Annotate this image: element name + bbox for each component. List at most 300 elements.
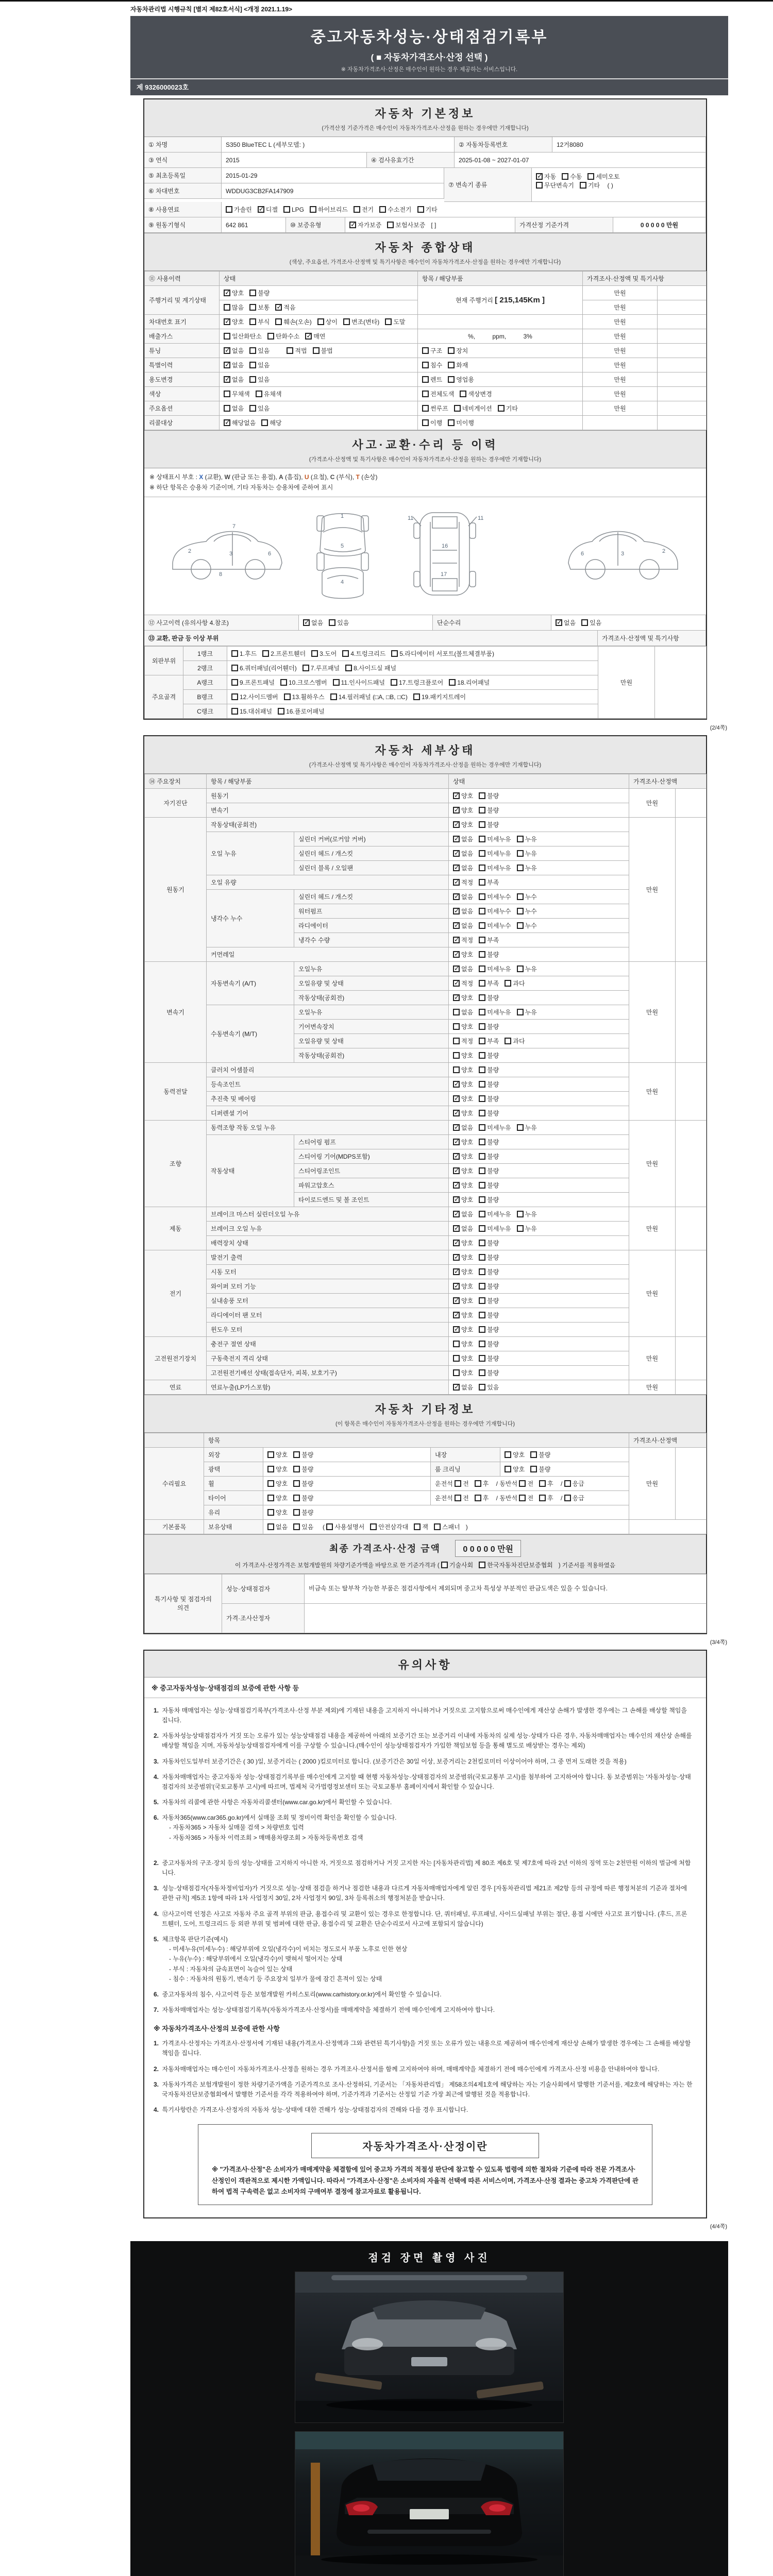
checkbox-item [460, 389, 492, 398]
checkbox[interactable] [224, 419, 230, 426]
checkbox[interactable] [453, 1153, 460, 1160]
checkbox[interactable] [448, 362, 455, 368]
checkbox[interactable] [453, 1355, 460, 1362]
checkbox-item [311, 649, 337, 658]
checkbox-item [505, 1450, 525, 1459]
checkbox[interactable] [453, 1254, 460, 1261]
checkbox[interactable] [580, 182, 586, 189]
checkbox-item [385, 317, 405, 326]
checkbox[interactable] [453, 1225, 460, 1232]
checkbox[interactable] [453, 1240, 460, 1246]
checkbox[interactable] [249, 362, 256, 368]
checkbox[interactable] [293, 1466, 300, 1472]
checkbox-label: 누유 [525, 1225, 537, 1232]
table-row: 실린더 헤드 / 개스킷 ✓ 없음 미세누유 누유 [145, 846, 707, 860]
checkbox[interactable] [479, 1283, 485, 1290]
checkbox-item [293, 1522, 313, 1531]
checkbox[interactable] [479, 1009, 485, 1015]
checkbox[interactable] [449, 679, 456, 686]
checkbox[interactable] [345, 665, 352, 671]
checkbox[interactable] [231, 650, 238, 657]
checkbox[interactable] [224, 376, 230, 383]
checkbox[interactable] [275, 318, 282, 325]
checkbox[interactable] [453, 994, 460, 1001]
checkbox[interactable] [293, 1451, 300, 1458]
checkbox-label: 4.트렁크리드 [350, 650, 386, 657]
checkbox[interactable] [249, 347, 256, 354]
checkbox-label: 수소전기 [388, 206, 412, 213]
checkbox[interactable] [479, 1167, 485, 1174]
checkbox-item [479, 964, 511, 973]
checkbox[interactable] [479, 893, 485, 900]
checkbox[interactable] [453, 1283, 460, 1290]
checkbox-item [303, 618, 323, 627]
checkbox[interactable] [564, 1480, 571, 1487]
checkbox[interactable] [479, 821, 485, 828]
checkbox[interactable] [453, 821, 460, 828]
checkbox-label: 2.프론트휀더 [271, 650, 306, 657]
checkbox-item [479, 1138, 499, 1146]
checkbox[interactable] [267, 1495, 274, 1501]
checkbox[interactable] [539, 1495, 546, 1501]
checkbox[interactable] [453, 836, 460, 842]
checkbox[interactable] [354, 206, 360, 213]
checkbox[interactable] [448, 347, 455, 354]
checkbox[interactable] [455, 1480, 461, 1487]
checkbox[interactable] [479, 836, 485, 842]
checkbox[interactable] [224, 405, 230, 412]
checkbox[interactable] [453, 1341, 460, 1347]
checkbox[interactable] [517, 850, 524, 857]
checkbox[interactable] [556, 619, 562, 626]
checkbox[interactable] [342, 650, 349, 657]
checkbox[interactable] [479, 1297, 485, 1304]
table-row: 광택 양호 불량 룸 크리닝 양호 불량 [145, 1462, 707, 1476]
checkbox[interactable] [530, 1451, 537, 1458]
checkbox[interactable] [293, 1480, 300, 1487]
checkbox[interactable] [249, 318, 256, 325]
table-row: 냉각수 누수 실린더 헤드 / 개스킷 ✓ 없음 미세누수 누수 [145, 889, 707, 904]
document-page [130, 2, 728, 2576]
checkbox[interactable] [479, 1038, 485, 1044]
checkbox-label: 많음 [232, 304, 244, 311]
checkbox[interactable] [249, 376, 256, 383]
checkbox[interactable] [422, 419, 429, 426]
checkbox[interactable] [267, 1466, 274, 1472]
checkbox[interactable] [453, 1081, 460, 1088]
checkbox[interactable] [479, 1341, 485, 1347]
svg-text:16: 16 [442, 543, 448, 549]
checkbox[interactable] [275, 304, 282, 311]
checkbox[interactable] [519, 1480, 526, 1487]
notice-warranty-item: 2. 자동차성능상태점검자가 거짓 또는 오류가 있는 성능상태점검 내용을 제공하여 아래의 보증기간 또는 보증거리 이내에 자동차의 실제 성능·상태가 다른 경우, 자동차매매업자는 매수인의 재산상 손해를 배상할 책임을 지며, 자동차성능상태점검자에게 이를 구상할 수 있습니다.(매수인이 성능상태점검자가 가입한 책임보험 등을 통해 별도로 배상받는 경우는 제외) [154, 1732, 692, 1750]
checkbox[interactable] [267, 1523, 274, 1530]
overall-header [144, 233, 706, 271]
checkbox[interactable] [326, 1523, 333, 1530]
etc-info-table [144, 1433, 706, 1534]
checkbox[interactable] [505, 1451, 511, 1458]
checkbox-item [479, 1166, 499, 1175]
table-row: 스티어링조인트 ✓ 양호 불량 [145, 1163, 707, 1178]
checkbox[interactable] [267, 333, 274, 340]
checkbox[interactable] [453, 1268, 460, 1275]
checkbox[interactable] [267, 1480, 274, 1487]
checkbox[interactable] [479, 1240, 485, 1246]
checkbox[interactable] [453, 1139, 460, 1145]
checkbox[interactable] [479, 1052, 485, 1059]
checkbox[interactable] [310, 206, 316, 213]
checkbox[interactable] [262, 650, 269, 657]
checkbox[interactable] [453, 1038, 460, 1044]
checkbox[interactable] [258, 206, 264, 213]
checkbox[interactable] [479, 1182, 485, 1189]
checkbox[interactable] [414, 1523, 421, 1530]
checkbox[interactable] [441, 1562, 448, 1568]
state-code-notes [144, 468, 706, 497]
checkbox-item [453, 835, 473, 843]
checkbox[interactable] [330, 693, 337, 700]
checkbox[interactable] [422, 405, 429, 412]
table-row: 타이어 양호 불량 운전석 전 후 / 동반석 전 후 / 응급 [145, 1490, 707, 1505]
checkbox-label: 양호 [461, 1167, 474, 1175]
basic-info-table: ① 차명 S350 BlueTEC L (세부모델: ) ② 자동차등록번호 12거8080 ③ 연식 2015 ④ 검사유효기간 2025-01-08 ~ 2027-01-07 ⑤ 최초등록일 2015-01-29 ⑥ 차대번호 WDDUG3CB2FA147909 ⑦ 변속기 종류 ✓자동 수동 세미오토 무단변속기 기타 ( ) ⑧ 사용연료 가솔린 ✓ 디젤 LPG 하이브리드 전기 수소전기 기타 ⑨ 원동기형식 642 861 ⑩ 보증유형 ✓ 자가보증 보험사보증 [ ] 가격산정 기준가격 0 0 0 0 0 만원 [144, 137, 706, 233]
checkbox[interactable] [385, 318, 392, 325]
checkbox[interactable] [379, 206, 386, 213]
checkbox-item [479, 1296, 499, 1305]
checkbox-label: 매연 [313, 333, 326, 340]
svg-text:5: 5 [341, 543, 344, 549]
checkbox[interactable] [448, 419, 455, 426]
checkbox[interactable] [329, 619, 335, 626]
checkbox[interactable] [581, 619, 588, 626]
checkbox[interactable] [455, 1495, 461, 1501]
checkbox[interactable] [454, 405, 461, 412]
checkbox-label: 누유 [525, 1210, 537, 1218]
checkbox[interactable] [479, 1268, 485, 1275]
checkbox-item [517, 835, 537, 843]
checkbox[interactable] [479, 1095, 485, 1102]
checkbox[interactable] [517, 1225, 524, 1232]
checkbox[interactable] [536, 173, 543, 180]
checkbox[interactable] [453, 980, 460, 987]
checkbox[interactable] [479, 908, 485, 914]
checkbox[interactable] [453, 1326, 460, 1333]
state-code: C [330, 473, 335, 481]
final-price-label: 최종 가격조사·산정 금액 [329, 1543, 441, 1554]
checkbox[interactable] [479, 1326, 485, 1333]
checkbox[interactable] [284, 693, 291, 700]
checkbox[interactable] [453, 792, 460, 799]
checkbox[interactable] [453, 1095, 460, 1102]
checkbox[interactable] [479, 965, 485, 972]
checkbox[interactable] [479, 865, 485, 871]
checkbox[interactable] [224, 333, 230, 340]
checkbox[interactable] [249, 290, 256, 296]
checkbox[interactable] [479, 922, 485, 929]
checkbox[interactable] [479, 879, 485, 886]
checkbox[interactable] [453, 807, 460, 814]
checkbox-label: 자동 [544, 173, 557, 180]
checkbox-label: 없음 [461, 893, 474, 901]
checkbox[interactable] [453, 908, 460, 914]
checkbox[interactable] [453, 922, 460, 929]
checkbox[interactable] [453, 1009, 460, 1015]
checkbox[interactable] [517, 865, 524, 871]
checkbox-item [479, 1239, 499, 1247]
checkbox[interactable] [479, 980, 485, 987]
checkbox[interactable] [267, 1451, 274, 1458]
checkbox[interactable] [349, 222, 356, 228]
table-row: 라디에이터 팬 모터 ✓ 양호 불량 [145, 1308, 707, 1322]
table-row: 오일유량 및 상태 ✓ 적정 부족 과다 [145, 976, 707, 990]
checkbox-label: 후 [482, 1494, 489, 1502]
checkbox-label: 불량 [539, 1451, 551, 1459]
checkbox-item [453, 1166, 473, 1175]
checkbox[interactable] [249, 304, 256, 311]
checkbox[interactable] [453, 1182, 460, 1189]
checkbox[interactable] [267, 1509, 274, 1516]
checkbox[interactable] [475, 1480, 481, 1487]
checkbox[interactable] [564, 1495, 571, 1501]
checkbox[interactable] [434, 1523, 441, 1530]
checkbox[interactable] [224, 290, 230, 296]
checkbox[interactable] [249, 405, 256, 412]
checkbox[interactable] [517, 965, 524, 972]
table-row: 많음 보통 ✓ 적음 만원 [145, 300, 707, 315]
checkbox[interactable] [539, 1480, 546, 1487]
checkbox[interactable] [311, 650, 318, 657]
checkbox-label: 잭 [422, 1523, 428, 1531]
checkbox-item [387, 221, 425, 229]
checkbox-label: 누유 [525, 835, 537, 843]
checkbox[interactable] [422, 362, 429, 368]
checkbox[interactable] [505, 1466, 511, 1472]
checkbox[interactable] [517, 1211, 524, 1217]
checkbox-label: 양호 [461, 1023, 474, 1030]
checkbox-item [267, 1508, 288, 1517]
checkbox[interactable] [453, 965, 460, 972]
checkbox[interactable] [536, 182, 543, 189]
checkbox[interactable] [453, 1297, 460, 1304]
checkbox-label: 미세누수 [487, 893, 511, 901]
checkbox[interactable] [479, 850, 485, 857]
checkbox[interactable] [413, 693, 420, 700]
checkbox[interactable] [453, 1369, 460, 1376]
checkbox[interactable] [303, 619, 310, 626]
checkbox[interactable] [224, 318, 230, 325]
checkbox[interactable] [231, 679, 238, 686]
checkbox[interactable] [293, 1509, 300, 1516]
checkbox[interactable] [453, 1066, 460, 1073]
checkbox[interactable] [278, 708, 284, 715]
checkbox[interactable] [224, 304, 230, 311]
checkbox-label: 불량 [487, 1253, 499, 1261]
checkbox[interactable] [287, 347, 293, 354]
checkbox[interactable] [293, 1523, 300, 1530]
checkbox[interactable] [479, 951, 485, 958]
checkbox[interactable] [479, 994, 485, 1001]
checkbox-label: 후 [547, 1494, 553, 1502]
checkbox[interactable] [448, 376, 455, 383]
checkbox[interactable] [387, 222, 394, 228]
checkbox[interactable] [261, 419, 268, 426]
checkbox-item [453, 1325, 473, 1334]
checkbox[interactable] [479, 1124, 485, 1131]
checkbox[interactable] [231, 708, 238, 715]
checkbox-label: 구조 [430, 347, 443, 354]
checkbox[interactable] [460, 391, 466, 397]
checkbox[interactable] [422, 391, 429, 397]
checkbox-label: 전 [527, 1480, 534, 1487]
checkbox[interactable] [479, 1254, 485, 1261]
state-code: T [356, 473, 360, 481]
checkbox[interactable] [517, 836, 524, 842]
checkbox[interactable] [224, 391, 230, 397]
checkbox-item [517, 921, 537, 930]
checkbox-label: 양호 [461, 1268, 474, 1276]
checkbox-label: 미세누유 [487, 1225, 511, 1232]
checkbox[interactable] [453, 893, 460, 900]
checkbox-item [258, 205, 278, 214]
checkbox[interactable] [293, 1495, 300, 1501]
checkbox[interactable] [224, 362, 230, 368]
checkbox[interactable] [517, 922, 524, 929]
table-row: 가격·조사산정자 [145, 1603, 707, 1633]
table-row: 실내송풍 모터 ✓ 양호 불량 [145, 1293, 707, 1308]
checkbox[interactable] [453, 951, 460, 958]
checkbox[interactable] [303, 665, 309, 671]
checkbox[interactable] [479, 937, 485, 943]
checkbox[interactable] [479, 1153, 485, 1160]
checkbox[interactable] [517, 1009, 524, 1015]
checkbox[interactable] [453, 1124, 460, 1131]
checkbox-item [224, 332, 262, 341]
checkbox[interactable] [453, 1196, 460, 1203]
checkbox[interactable] [479, 1081, 485, 1088]
checkbox-label: 디젤 [265, 206, 278, 213]
checkbox-item [249, 317, 270, 326]
checkbox[interactable] [479, 1225, 485, 1232]
checkbox[interactable] [479, 1066, 485, 1073]
checkbox[interactable] [453, 1052, 460, 1059]
checkbox-item [422, 404, 448, 413]
checkbox[interactable] [453, 1110, 460, 1116]
checkbox[interactable] [256, 391, 262, 397]
checkbox[interactable] [479, 1355, 485, 1362]
checkbox[interactable] [517, 908, 524, 914]
checkbox[interactable] [587, 173, 594, 180]
checkbox[interactable] [453, 1023, 460, 1030]
detail-title: 자동차 세부상태 [375, 743, 476, 757]
checkbox[interactable] [479, 1369, 485, 1376]
checkbox[interactable] [453, 1211, 460, 1217]
table-row: 오일 누유 실린더 커버(로커암 커버) ✓ 없음 미세누유 누유 [145, 832, 707, 846]
checkbox[interactable] [517, 1124, 524, 1131]
checkbox-label: 훼손(오손) [283, 318, 312, 326]
checkbox[interactable] [343, 318, 350, 325]
checkbox-label: 미세누유 [487, 835, 511, 843]
checkbox[interactable] [226, 206, 232, 213]
checkbox[interactable] [317, 318, 324, 325]
checkbox[interactable] [283, 206, 290, 213]
checkbox-item [479, 1340, 499, 1348]
checkbox[interactable] [453, 1167, 460, 1174]
checkbox[interactable] [519, 1495, 526, 1501]
checkbox-label: 있음 [337, 619, 349, 626]
checkbox[interactable] [280, 679, 287, 686]
checkbox[interactable] [453, 850, 460, 857]
checkbox[interactable] [370, 1523, 377, 1530]
checkbox[interactable] [422, 347, 429, 354]
title-band [130, 16, 728, 95]
notice-warranty-item: 1. 자동차 매매업자는 성능·상태점검기록부(가격조사·산정 부분 제외)에 기재된 내용을 고지하지 아니하거나 거짓으로 고지함으로써 매수인에게 재산상 손해가 발생한 경우에는 그 손해를 배상할 책임을 집니다. [154, 1706, 687, 1724]
checkbox[interactable] [453, 1384, 460, 1391]
notice-general-item: 6. 중고자동차의 침수, 사고이력 등은 보험개발원 카히스토리(www.carhistory.or.kr)에서 확인할 수 있습니다. [154, 1990, 442, 1998]
checkbox[interactable] [391, 679, 397, 686]
checkbox[interactable] [479, 1110, 485, 1116]
checkbox[interactable] [417, 206, 424, 213]
checkbox[interactable] [231, 693, 238, 700]
checkbox-item [330, 692, 408, 701]
checkbox[interactable] [505, 980, 511, 987]
checkbox[interactable] [479, 792, 485, 799]
checkbox-label: 양호 [276, 1480, 288, 1487]
checkbox-label: 없음 [461, 835, 474, 843]
checkbox-label: 없음 [232, 347, 244, 354]
checkbox[interactable] [479, 1211, 485, 1217]
checkbox[interactable] [530, 1466, 537, 1472]
checkbox[interactable] [498, 405, 505, 412]
checkbox[interactable] [305, 333, 312, 340]
checkbox[interactable] [517, 893, 524, 900]
checkbox[interactable] [453, 937, 460, 943]
checkbox[interactable] [562, 173, 568, 180]
checkbox-label: 8.사이드실 패널 [354, 664, 397, 672]
checkbox[interactable] [479, 1196, 485, 1203]
checkbox[interactable] [224, 347, 230, 354]
checkbox[interactable] [422, 376, 429, 383]
checkbox-label: 불량 [487, 1326, 499, 1333]
checkbox[interactable] [479, 1312, 485, 1318]
checkbox[interactable] [391, 650, 398, 657]
notice-price-item: 3. 자동차가격은 보험개발원이 정한 차량기준가액을 기준가격으로 조사·산정하되, 기준서는 「자동차관리법」 제58조의4제1호에 해당하는 자는 기술사회에서 발행한 기준서를, 제2호에 해당하는 자는 한국자동차진단보증협회에서 발행한 기준서를 각각 적용하여야 하며, 기준가격과 기준서는 산정일 기준 가장 최근에 발행된 것을 적용합니다. [154, 2080, 693, 2098]
checkbox-item [479, 1383, 499, 1392]
notice-warranty-item: 4. 자동차매매업자는 중고자동차 성능·상태점검기록부를 매수인에게 고지할 때 현행 자동차성능·상태점검자의 보증범위(국토교통부 고시)를 첨부하여 고지하여야 합니다. 동 보증범위는 '자동차성능·상태점검자의 보증범위'(국토교통부 고시)에 따르며, 법제처 국가법령정보센터 또는 국토교통부 홈페이지에서 확인할 수 있습니다. [154, 1773, 691, 1790]
checkbox[interactable] [453, 1312, 460, 1318]
checkbox-item [453, 1282, 473, 1291]
checkbox-item [224, 375, 244, 384]
checkbox-label: 양호 [461, 1282, 474, 1290]
checkbox[interactable] [479, 1139, 485, 1145]
checkbox-item [505, 1037, 525, 1045]
checkbox-label: 없음 [461, 965, 474, 973]
checkbox[interactable] [453, 865, 460, 871]
checkbox[interactable] [475, 1495, 481, 1501]
checkbox[interactable] [333, 679, 340, 686]
checkbox[interactable] [453, 879, 460, 886]
checkbox-label: 양호 [461, 1369, 474, 1377]
checkbox[interactable] [479, 1384, 485, 1391]
checkbox-item [284, 692, 325, 701]
checkbox[interactable] [479, 807, 485, 814]
checkbox[interactable] [505, 1038, 511, 1044]
checkbox-label: 없음 [232, 362, 244, 369]
checkbox[interactable] [479, 1562, 485, 1568]
checkbox-label: 불량 [487, 1369, 499, 1377]
checkbox[interactable] [313, 347, 320, 354]
checkbox[interactable] [479, 1023, 485, 1030]
checkbox[interactable] [231, 665, 238, 671]
